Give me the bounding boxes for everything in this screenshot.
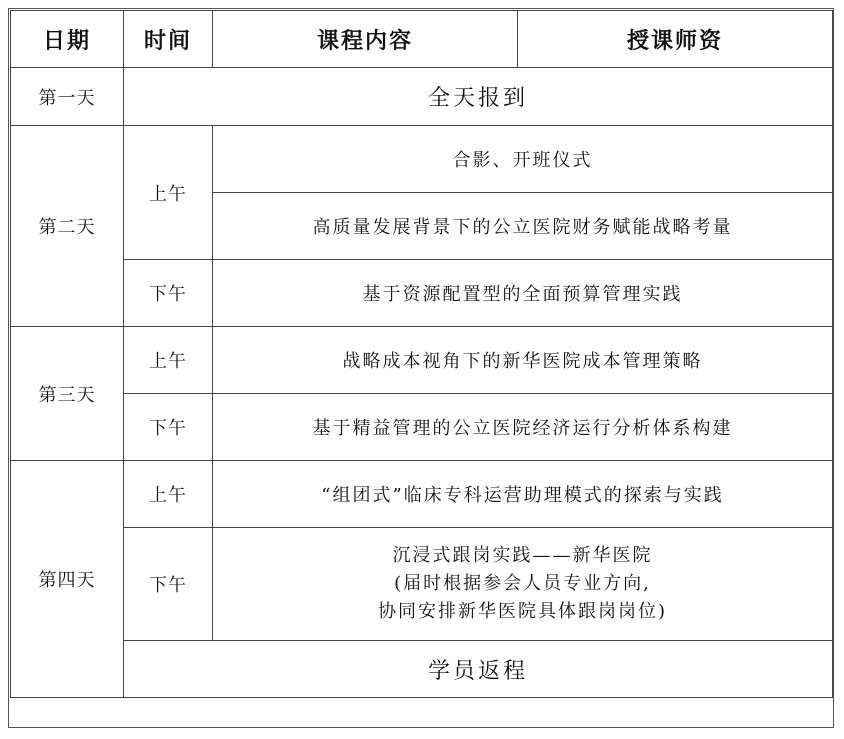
- header-teacher: 授课师资: [518, 11, 833, 68]
- day2-am-topic-2: 高质量发展背景下的公立医院财务赋能战略考量: [213, 193, 833, 260]
- day2-pm-row: [11, 260, 833, 327]
- header-row: [11, 11, 833, 68]
- day3-pm-label: 下午: [124, 394, 213, 461]
- day4-am-label: 上午: [124, 461, 213, 528]
- day4-am-row: [11, 461, 833, 528]
- day2-pm-topic: 基于资源配置型的全面预算管理实践: [213, 260, 833, 327]
- day4-am-topic: “组团式”临床专科运营助理模式的探索与实践: [213, 461, 833, 528]
- day4-label: 第四天: [11, 461, 124, 698]
- schedule-table: [10, 10, 833, 698]
- header-date: 日期: [11, 11, 124, 68]
- day4-pm-line-1: 沉浸式跟岗实践——新华医院: [392, 545, 653, 566]
- day4-pm-topic: [213, 528, 833, 641]
- day3-am-label: 上午: [124, 327, 213, 394]
- day3-am-row: [11, 327, 833, 394]
- day2-am-row-1: [11, 126, 833, 193]
- day4-pm-row: [11, 528, 833, 641]
- day3-pm-topic: 基于精益管理的公立医院经济运行分析体系构建: [213, 394, 833, 461]
- day3-am-topic: 战略成本视角下的新华医院成本管理策略: [213, 327, 833, 394]
- day4-pm-label: 下午: [124, 528, 213, 641]
- day4-return: 学员返程: [124, 641, 833, 698]
- day1-row: [11, 68, 833, 126]
- day4-return-row: [11, 641, 833, 698]
- header-content: 课程内容: [213, 11, 518, 68]
- day2-am-topic-1: 合影、开班仪式: [213, 126, 833, 193]
- day4-pm-line-2: (届时根据参会人员专业方向,: [394, 573, 651, 594]
- day4-pm-line-3: 协同安排新华医院具体跟岗岗位): [377, 601, 668, 622]
- day1-content: 全天报到: [124, 68, 833, 126]
- day2-label: 第二天: [11, 126, 124, 327]
- day3-label: 第三天: [11, 327, 124, 461]
- day2-am-label: 上午: [124, 126, 213, 260]
- day2-pm-label: 下午: [124, 260, 213, 327]
- day3-pm-row: [11, 394, 833, 461]
- header-time: 时间: [124, 11, 213, 68]
- day1-label: 第一天: [11, 68, 124, 126]
